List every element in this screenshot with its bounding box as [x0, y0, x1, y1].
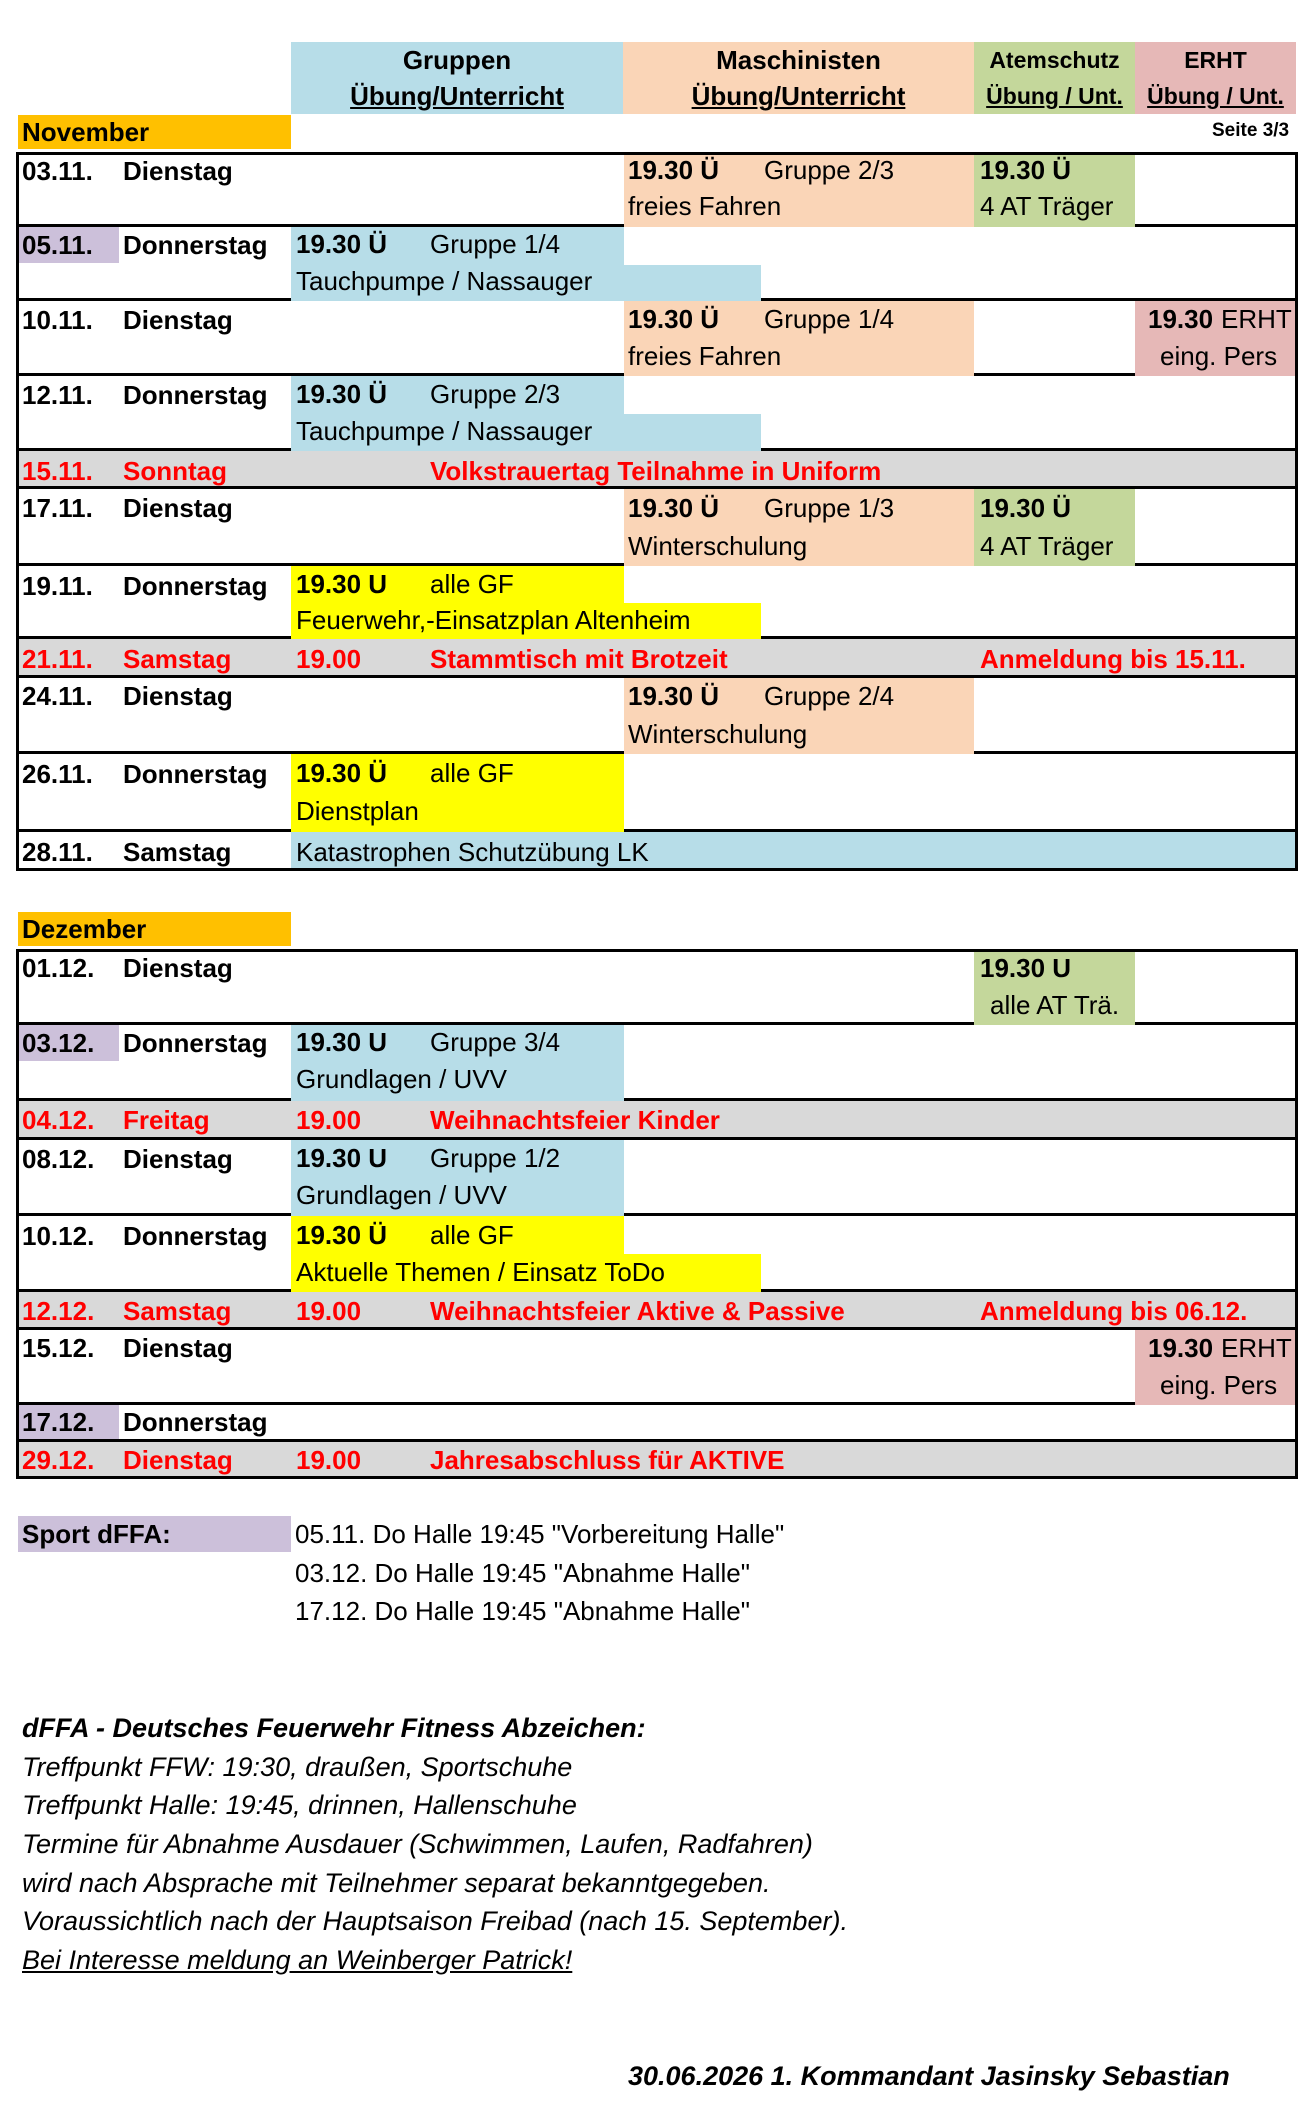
- erht-topic: eing. Pers: [1160, 1370, 1278, 1400]
- weekday: Dienstag: [123, 1144, 233, 1174]
- event-time: 19.00: [296, 1105, 362, 1135]
- maschinisten-group: Gruppe 1/4: [764, 304, 895, 334]
- gruppen-group: Gruppe 3/4: [430, 1027, 561, 1057]
- maschinisten-time: 19.30 Ü: [628, 155, 720, 185]
- date: 24.11.: [22, 681, 93, 711]
- atemschutz-time: 19.30 Ü: [980, 493, 1072, 523]
- gruppen-time: 19.30 Ü: [296, 1220, 388, 1250]
- gruppen-time: 19.30 Ü: [296, 379, 388, 409]
- weekday: Dienstag: [123, 1445, 233, 1475]
- event-title: Weihnachtsfeier Kinder: [430, 1105, 720, 1135]
- date: 15.12.: [22, 1333, 95, 1363]
- notes-line: Termine für Abnahme Ausdauer (Schwimmen, Laufen, Radfahren): [22, 1829, 813, 1859]
- header-erht-subtitle: Übung / Unt.: [1147, 83, 1284, 109]
- sport-date-line: 17.12. Do Halle 19:45 "Abnahme Halle": [295, 1596, 750, 1626]
- header-gruppen-subtitle: Übung/Unterricht: [350, 81, 564, 111]
- event-time: 19.00: [296, 644, 362, 674]
- date: 03.11.: [22, 156, 93, 186]
- date: 12.12.: [22, 1296, 95, 1326]
- weekday: Freitag: [123, 1105, 210, 1135]
- event-title: Weihnachtsfeier Aktive & Passive: [430, 1296, 845, 1326]
- notes-line: Treffpunkt FFW: 19:30, draußen, Sportschuhe: [22, 1752, 573, 1782]
- page-number: Seite 3/3: [1212, 120, 1290, 141]
- weekday: Donnerstag: [123, 380, 268, 410]
- weekday: Donnerstag: [123, 759, 268, 789]
- weekday: Samstag: [123, 1296, 232, 1326]
- date: 29.12.: [22, 1445, 95, 1475]
- weekday: Dienstag: [123, 156, 233, 186]
- gruppen-topic: Grundlagen / UVV: [296, 1180, 508, 1210]
- gruppen-topic: Grundlagen / UVV: [296, 1064, 508, 1094]
- gruppen-time: 19.30 U: [296, 1143, 388, 1173]
- event-note: Anmeldung bis 06.12.: [980, 1296, 1248, 1326]
- event-title: Jahresabschluss für AKTIVE: [430, 1445, 785, 1475]
- maschinisten-time: 19.30 Ü: [628, 681, 720, 711]
- date: 08.12.: [22, 1144, 95, 1174]
- date: 17.12.: [22, 1407, 95, 1437]
- gruppen-topic: Katastrophen Schutzübung LK: [296, 837, 649, 867]
- date: 17.11.: [22, 493, 93, 523]
- weekday: Donnerstag: [123, 230, 268, 260]
- event-time: 19.00: [296, 1445, 362, 1475]
- date: 01.12.: [22, 953, 95, 983]
- sport-date-line: 05.11. Do Halle 19:45 "Vorbereitung Halle": [295, 1519, 785, 1549]
- notes-line: Voraussichtlich nach der Hauptsaison Freibad (nach 15. September).: [22, 1906, 848, 1936]
- gruppen-time: 19.30 Ü: [296, 229, 388, 259]
- sport-date-line: 03.12. Do Halle 19:45 "Abnahme Halle": [295, 1558, 750, 1588]
- header-erht: [1135, 42, 1296, 114]
- atemschutz-time: 19.30 U: [980, 953, 1072, 983]
- erht-time: 19.30: [1148, 304, 1214, 334]
- event-title: Stammtisch mit Brotzeit: [430, 644, 728, 674]
- header-maschinisten: [623, 42, 974, 114]
- header-maschinisten-subtitle: Übung/Unterricht: [691, 81, 906, 111]
- notes-line: Treffpunkt Halle: 19:45, drinnen, Hallenschuhe: [22, 1790, 577, 1820]
- date: 12.11.: [22, 380, 93, 410]
- gruppen-topic: Dienstplan: [296, 796, 419, 826]
- gruppen-time: 19.30 U: [296, 569, 388, 599]
- weekday: Samstag: [123, 644, 232, 674]
- weekday: Sonntag: [123, 456, 227, 486]
- event-time: 19.00: [296, 1296, 362, 1326]
- erht-topic: eing. Pers: [1160, 341, 1278, 371]
- gruppen-time: 19.30 Ü: [296, 758, 388, 788]
- maschinisten-topic: freies Fahren: [628, 191, 782, 221]
- date: 10.12.: [22, 1221, 95, 1251]
- header-erht-title: ERHT: [1184, 47, 1247, 73]
- weekday: Donnerstag: [123, 1028, 268, 1058]
- date: 05.11.: [22, 230, 93, 260]
- weekday: Dienstag: [123, 953, 233, 983]
- maschinisten-time: 19.30 Ü: [628, 304, 720, 334]
- atemschutz-time: 19.30 Ü: [980, 155, 1072, 185]
- gruppen-group: Gruppe 1/2: [430, 1143, 561, 1173]
- weekday: Samstag: [123, 837, 232, 867]
- notes-contact: Bei Interesse meldung an Weinberger Patrick!: [22, 1945, 573, 1975]
- weekday: Dienstag: [123, 493, 233, 523]
- atemschutz-topic: 4 AT Träger: [980, 191, 1114, 221]
- maschinisten-time: 19.30 Ü: [628, 493, 720, 523]
- sport-label: Sport dFFA:: [22, 1519, 171, 1549]
- date: 15.11.: [22, 456, 93, 486]
- maschinisten-topic: Winterschulung: [628, 719, 808, 749]
- maschinisten-group: Gruppe 2/4: [764, 681, 895, 711]
- weekday: Dienstag: [123, 1333, 233, 1363]
- atemschutz-topic: alle AT Trä.: [990, 990, 1120, 1020]
- header-atemschutz-title: Atemschutz: [989, 47, 1120, 73]
- date: 10.11.: [22, 305, 93, 335]
- event-title: Volkstrauertag Teilnahme in Uniform: [430, 456, 882, 486]
- maschinisten-group: Gruppe 1/3: [764, 493, 895, 523]
- date: 26.11.: [22, 759, 93, 789]
- month-november-label: November: [22, 117, 150, 147]
- gruppen-group: alle GF: [430, 758, 514, 788]
- notes-line: wird nach Absprache mit Teilnehmer separat bekanntgegeben.: [22, 1868, 771, 1898]
- gruppen-topic: Aktuelle Themen / Einsatz ToDo: [296, 1257, 666, 1287]
- maschinisten-group: Gruppe 2/3: [764, 155, 895, 185]
- date: 28.11.: [22, 837, 93, 867]
- gruppen-time: 19.30 U: [296, 1027, 388, 1057]
- erht-label: ERHT: [1221, 304, 1292, 334]
- erht-label: ERHT: [1221, 1333, 1292, 1363]
- month-dezember-label: Dezember: [22, 914, 147, 944]
- event-note: Anmeldung bis 15.11.: [980, 644, 1246, 674]
- date: 03.12.: [22, 1028, 95, 1058]
- weekday: Donnerstag: [123, 571, 268, 601]
- gruppen-group: alle GF: [430, 569, 514, 599]
- erht-time: 19.30: [1148, 1333, 1214, 1363]
- weekday: Donnerstag: [123, 1221, 268, 1251]
- footer-signature: 30.06.2026 1. Kommandant Jasinsky Sebastian: [628, 2061, 1230, 2091]
- notes-title: dFFA - Deutsches Feuerwehr Fitness Abzeichen:: [22, 1713, 646, 1743]
- date: 19.11.: [22, 571, 93, 601]
- gruppen-topic: Feuerwehr,-Einsatzplan Altenheim: [296, 605, 691, 635]
- header-maschinisten-title: Maschinisten: [716, 45, 881, 75]
- header-gruppen: [291, 42, 623, 114]
- weekday: Dienstag: [123, 681, 233, 711]
- maschinisten-topic: Winterschulung: [628, 531, 808, 561]
- gruppen-group: Gruppe 2/3: [430, 379, 561, 409]
- header-gruppen-title: Gruppen: [402, 45, 512, 75]
- weekday: Donnerstag: [123, 1407, 268, 1437]
- header-atemschutz: [974, 42, 1135, 114]
- gruppen-topic: Tauchpumpe / Nassauger: [296, 416, 593, 446]
- atemschutz-topic: 4 AT Träger: [980, 531, 1114, 561]
- maschinisten-topic: freies Fahren: [628, 341, 782, 371]
- gruppen-topic: Tauchpumpe / Nassauger: [296, 266, 593, 296]
- weekday: Dienstag: [123, 305, 233, 335]
- header-atemschutz-subtitle: Übung / Unt.: [986, 83, 1123, 109]
- date: 04.12.: [22, 1105, 95, 1135]
- date: 21.11.: [22, 644, 93, 674]
- gruppen-group: Gruppe 1/4: [430, 229, 561, 259]
- gruppen-group: alle GF: [430, 1220, 514, 1250]
